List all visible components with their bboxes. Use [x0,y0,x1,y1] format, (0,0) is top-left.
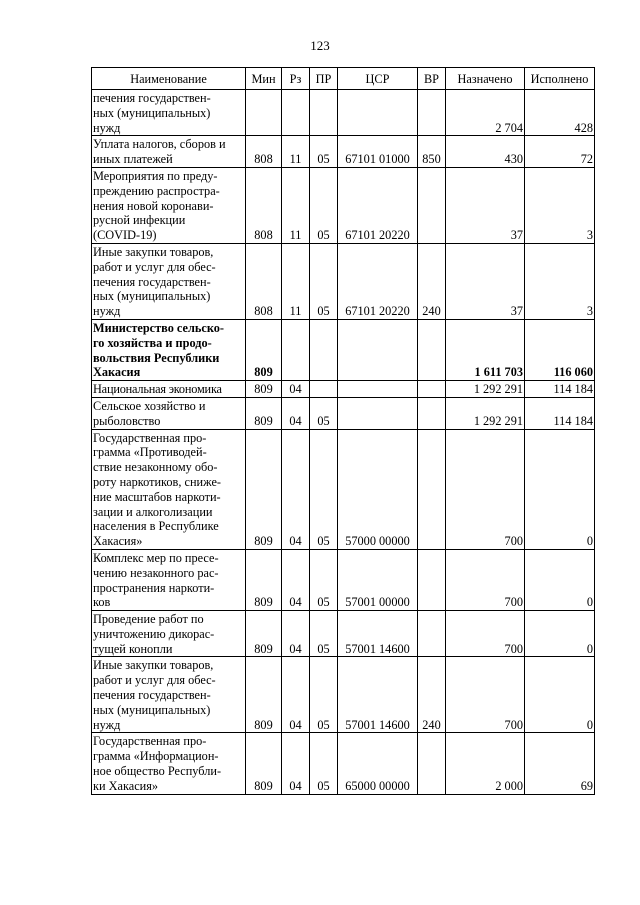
row-min: 808 [246,243,282,319]
row-min: 808 [246,136,282,168]
budget-table [91,67,595,795]
table-row [92,549,595,610]
row-vr [418,549,446,610]
row-vr: 240 [418,243,446,319]
row-executed: 69 [525,733,595,794]
row-name: Мероприятия по преду- преждению распростра- нения новой коронави- русной инфекции (COVID-19) [92,167,246,243]
row-executed: 428 [525,90,595,136]
row-name: Проведение работ по уничтожению дикорас- тущей конопли [92,611,246,657]
row-vr [418,319,446,380]
row-pr: 05 [310,397,338,429]
row-csr [338,319,418,380]
row-rz: 11 [282,167,310,243]
table-row [92,136,595,168]
row-pr: 05 [310,136,338,168]
row-rz: 04 [282,549,310,610]
row-name: Государственная про- грамма «Противодей- ствие незаконному обо- роту наркотиков, сниже- ние масштабов наркоти- зации и алкоголизации населения в Республике Хакасия» [92,429,246,549]
row-name: Государственная про- грамма «Информацион- ное общество Республи- ки Хакасия» [92,733,246,794]
row-rz [282,319,310,380]
row-name: Уплата налогов, сборов и иных платежей [92,136,246,168]
row-assigned: 2 000 [446,733,525,794]
row-pr [310,90,338,136]
row-pr: 05 [310,167,338,243]
table-row [92,657,595,733]
row-csr [338,397,418,429]
row-pr [310,381,338,398]
table-row [92,381,595,398]
row-executed: 114 184 [525,381,595,398]
row-rz: 04 [282,381,310,398]
row-name: Национальная экономика [92,381,246,398]
row-csr: 67101 01000 [338,136,418,168]
row-assigned: 37 [446,167,525,243]
table-row-ministry [92,319,595,380]
row-vr [418,611,446,657]
column-header-pr: ПР [310,68,338,90]
row-csr: 57001 00000 [338,549,418,610]
row-assigned: 700 [446,611,525,657]
row-csr [338,90,418,136]
table-header-row [92,68,595,90]
row-pr [310,319,338,380]
row-name: печения государствен- ных (муниципальных) нужд [92,90,246,136]
row-assigned: 700 [446,429,525,549]
row-name: Иные закупки товаров, работ и услуг для обес- печения государствен- ных (муниципальных) нужд [92,657,246,733]
row-executed: 0 [525,657,595,733]
row-assigned: 2 704 [446,90,525,136]
row-assigned: 700 [446,657,525,733]
row-name: Иные закупки товаров, работ и услуг для обес- печения государствен- ных (муниципальных) нужд [92,243,246,319]
column-header-vr: ВР [418,68,446,90]
table-row [92,90,595,136]
table-row [92,429,595,549]
row-pr: 05 [310,733,338,794]
row-name: Сельское хозяйство и рыболовство [92,397,246,429]
row-vr [418,733,446,794]
row-min: 809 [246,429,282,549]
row-vr [418,90,446,136]
row-rz: 11 [282,136,310,168]
column-header-executed: Исполнено [525,68,595,90]
row-executed: 0 [525,429,595,549]
row-pr: 05 [310,243,338,319]
row-csr: 67101 20220 [338,243,418,319]
row-pr: 05 [310,549,338,610]
row-pr: 05 [310,657,338,733]
row-rz: 04 [282,733,310,794]
table-row [92,611,595,657]
row-rz: 04 [282,397,310,429]
row-min: 808 [246,167,282,243]
column-header-assigned: Назначено [446,68,525,90]
row-executed: 3 [525,167,595,243]
row-min: 809 [246,549,282,610]
row-name: Комплекс мер по пресе- чению незаконного рас- пространения наркоти- ков [92,549,246,610]
row-csr: 65000 00000 [338,733,418,794]
row-executed: 72 [525,136,595,168]
row-min: 809 [246,381,282,398]
column-header-name: Наименование [92,68,246,90]
row-vr [418,167,446,243]
row-assigned: 1 292 291 [446,381,525,398]
row-vr [418,381,446,398]
row-executed: 0 [525,611,595,657]
row-min: 809 [246,733,282,794]
column-header-csr: ЦСР [338,68,418,90]
row-min [246,90,282,136]
table-row [92,167,595,243]
table-row [92,397,595,429]
row-min: 809 [246,319,282,380]
row-executed: 114 184 [525,397,595,429]
row-min: 809 [246,397,282,429]
row-rz: 11 [282,243,310,319]
row-pr: 05 [310,429,338,549]
row-rz: 04 [282,611,310,657]
row-executed: 3 [525,243,595,319]
row-executed: 0 [525,549,595,610]
row-assigned: 700 [446,549,525,610]
row-assigned: 1 611 703 [446,319,525,380]
row-vr [418,429,446,549]
row-csr: 57001 14600 [338,657,418,733]
column-header-rz: Рз [282,68,310,90]
table-row [92,243,595,319]
page-number: 123 [310,38,330,53]
row-vr [418,397,446,429]
row-rz: 04 [282,657,310,733]
row-executed: 116 060 [525,319,595,380]
row-rz [282,90,310,136]
row-assigned: 37 [446,243,525,319]
column-header-min: Мин [246,68,282,90]
row-csr: 57000 00000 [338,429,418,549]
row-assigned: 1 292 291 [446,397,525,429]
row-assigned: 430 [446,136,525,168]
row-pr: 05 [310,611,338,657]
row-name: Министерство сельско- го хозяйства и продо- вольствия Республики Хакасия [92,319,246,380]
row-rz: 04 [282,429,310,549]
row-vr: 240 [418,657,446,733]
row-csr [338,381,418,398]
row-vr: 850 [418,136,446,168]
row-min: 809 [246,611,282,657]
row-csr: 67101 20220 [338,167,418,243]
row-min: 809 [246,657,282,733]
table-row [92,733,595,794]
row-csr: 57001 14600 [338,611,418,657]
